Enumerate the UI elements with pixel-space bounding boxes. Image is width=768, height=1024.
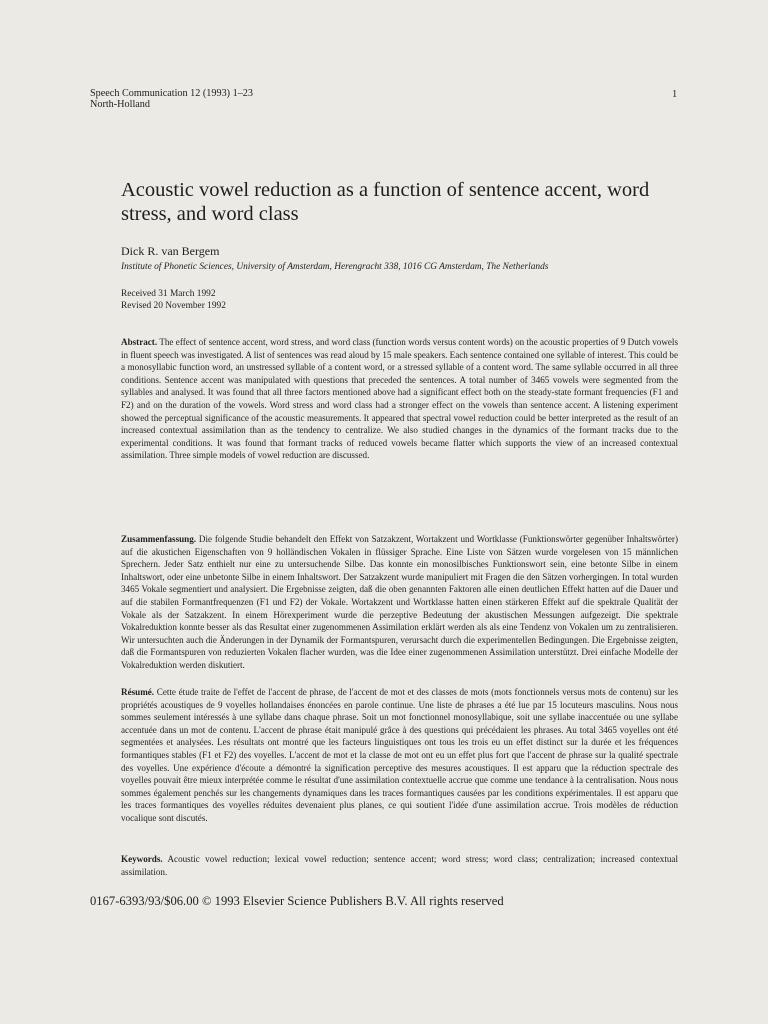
submission-dates: [121, 288, 226, 312]
resume-label: Résumé.: [121, 687, 155, 697]
publisher-name: North-Holland: [90, 99, 150, 110]
journal-citation: Speech Communication 12 (1993) 1–23: [90, 88, 253, 99]
abstract-label: Abstract.: [121, 337, 158, 347]
revised-date: Revised 20 November 1992: [121, 301, 226, 311]
abstract-text: The effect of sentence accent, word stress, and word class (function words versus content words) on the acoustic properties of 9 Dutch vowels in fluent speech was investigated. A list of sentences was read aloud by 15 male speakers. Each sentence contained one syllable of interest. This could be a monosyllabic function word, an unstressed syllable of a content word, or a stressed syllable of a content word. The same syllable occurred in all three conditions. Sentence accent was manipulated with questions that preceded the sentences. A total number of 3465 vowels were segmented from the syllables and analysed. It was found that all three factors mentioned above had a significant effect both on the steady-state formant frequencies (F1 and F2) and on the duration of the vowels. Word stress and word class had a stronger effect on the vowels than sentence accent. A listening experiment showed the perceptual significance of the acoustic measurements. It appeared that spectral vowel reduction could be better interpreted as the result of an increased contextual assimilation than as the tendency to centralize. We also studied changes in the dynamics of the formant tracks due to the experimental conditions. It was found that formant tracks of reduced vowels became flatter which supports the view of an increased contextual assimilation. Three simple models of vowel reduction are discussed.: [121, 337, 678, 461]
page-number: 1: [672, 89, 678, 100]
resume-paragraph: [121, 686, 678, 825]
received-date: Received 31 March 1992: [121, 289, 216, 299]
zusammenfassung-label: Zusammenfassung.: [121, 534, 197, 544]
article-title: Acoustic vowel reduction as a function of sentence accent, word stress, and word class: [121, 179, 650, 225]
keywords-paragraph: [121, 853, 678, 878]
resume-text: Cette étude traite de l'effet de l'accent de phrase, de l'accent de mot et des classes de mots (mots fonctionnels versus mots de contenu) sur les propriétés acoustiques de 9 voyelles hollandaises énoncées en parole continue. Une liste de phrases a été lue par 15 locuteurs masculins. Nous nous sommes seulement intéressés à une syllabe dans chaque phrase. Soit un mot fonctionnel monosyllabique, soit une syllabe inaccentuée ou une syllabe accentuée dans un mot de contenu. L'accent de phrase était manipulé grâce à des questions qui précédaient les phrases. Au total 3465 voyelles ont été segmentées et analysées. Les résultats ont montré que les facteurs linguistiques ont tous les trois eu un effet distinct sur la durée et les fréquences formantiques stables (F1 et F2) des voyelles. L'accent de mot et la classe de mot ont eu un effet plus fort que l'accent de phrase sur la qualité spectrale des voyelles. Une expérience d'écoute a démontré la signification perceptive des mesures acoustiques. Il est apparu que la réduction spectrale des voyelles pouvait être mieux interprétée comme le résultat d'une assimilation contextuelle accrue que comme une tendance à la centralisation. Nous nous sommes également penchés sur les changements dynamiques dans les traces formantiques causées par les conditions expérimentales. Il est apparu que les traces formantiques des voyelles réduites devenaient plus planes, ce qui soutient l'idée d'une assimilation accrue. Trois modèles de réduction vocalique sont discutés.: [121, 687, 678, 823]
journal-header: [90, 88, 253, 110]
keywords-text: Acoustic vowel reduction; lexical vowel reduction; sentence accent; word stress; word class; centralization; increased contextual assimilation.: [121, 854, 678, 877]
author-affiliation: Institute of Phonetic Sciences, University of Amsterdam, Herengracht 338, 1016 CG Amsterdam, The Netherlands: [121, 262, 549, 272]
abstract-paragraph: [121, 336, 678, 462]
copyright-line: 0167-6393/93/$06.00 © 1993 Elsevier Science Publishers B.V. All rights reserved: [90, 894, 504, 908]
keywords-label: Keywords.: [121, 854, 163, 864]
zusammenfassung-paragraph: [121, 533, 678, 672]
author-name: Dick R. van Bergem: [121, 244, 220, 258]
zusammenfassung-text: Die folgende Studie behandelt den Effekt von Satzakzent, Wortakzent und Wortklasse (Funktionswörter gegenüber Inhaltswörter) auf die akustichen Eigenschaften von 9 holländischen Vokalen in flüssiger Sprache. Eine Liste von Sätzen wurde vorgelesen von 15 männlichen Sprechern. Jeder Satz enthielt nur eine zu untersuchende Silbe. Das konnte ein monosilbisches Funktionswort sein, eine betonte Silbe in einem Inhaltswort, oder eine unbetonte Silbe in einem Inhaltswort. Der Satzakzent wurde manipuliert mit Fragen die den Sätzen vorhergingen. In total wurden 3465 Vokale segmentiert und analysiert. Die Ergebnisse zeigten, daß die oben genannten Faktoren alle einen deutlichen Effekt hatten auf die Dauer und auf die stabilen Formantfrequenzen (F1 und F2) der Vokale. Wortakzent und Wortklasse hatten einen stärkeren Effekt auf die spektrale Qualität der Vokale als der Satzakzent. In einem Hörexperiment wurde die perzeptive Bedeutung der akustischen Messungen aufgezeigt. Die spektrale Vokalreduktion konnte besser als das Resultat einer zugenommenen Assimilation erklärt werden als als eine Tendenz von Vokalen um zu zentralisieren. Wir untersuchten auch die Änderungen in der Dynamik der Formantspuren, verursacht durch die experimentellen Bedingungen. Die Ergebnisse zeigten, daß die Formantspuren von reduzierten Vokalen flacher wurden, was die Idee einer zugenommenen Assimilation unterstützt. Drei einfache Modelle der Vokalreduktion werden diskutiert.: [121, 534, 678, 670]
